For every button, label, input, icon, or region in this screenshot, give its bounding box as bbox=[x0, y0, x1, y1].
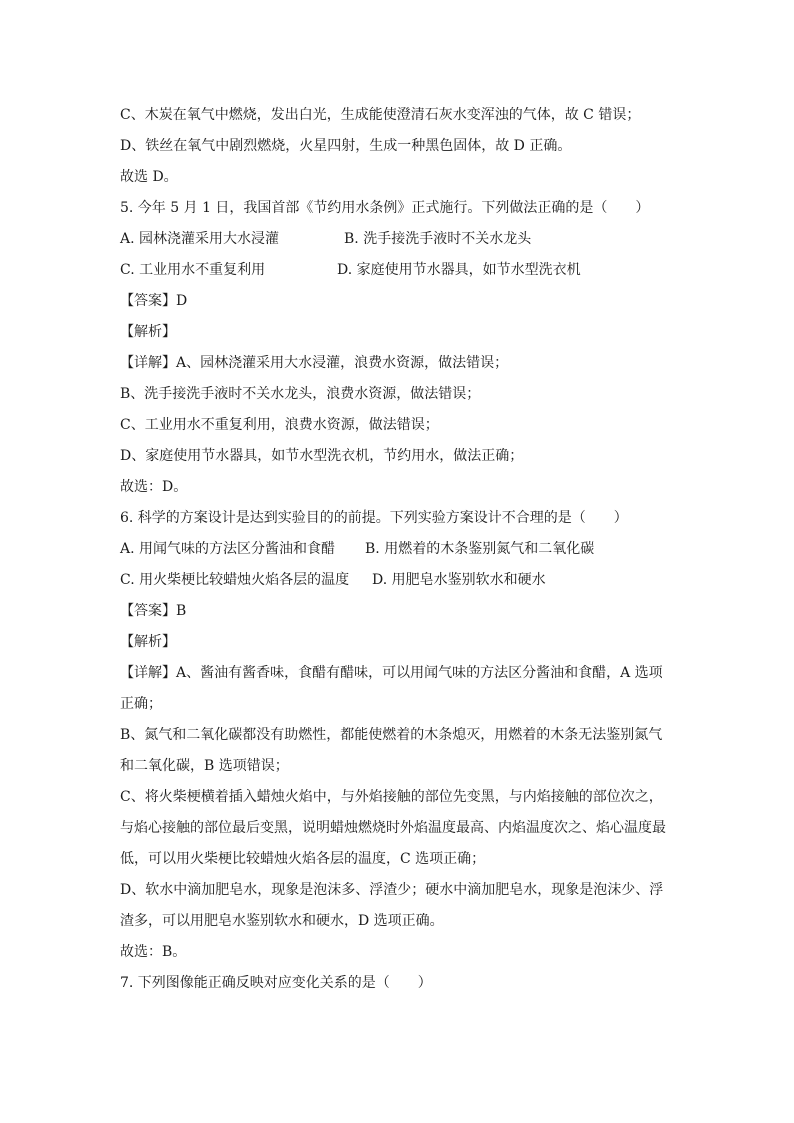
q6-options-row-1 bbox=[120, 534, 680, 565]
q6-choose: 故选：B。 bbox=[120, 944, 187, 960]
q6-option-c: C. 用火柴梗比较蜡烛火焰各层的温度 bbox=[120, 572, 350, 588]
q6-detail-c-line-3: 低，可以用火柴梗比较蜡烛火焰各层的温度，C 选项正确； bbox=[120, 851, 486, 867]
q5-analysis-label: 【解析】 bbox=[120, 324, 176, 340]
q4-option-d-explanation: D、铁丝在氧气中剧烈燃烧，火星四射，生成一种黑色固体，故 D 正确。 bbox=[120, 138, 572, 154]
q5-options-row-1 bbox=[120, 224, 680, 255]
q6-stem: 6. 科学的方案设计是达到实验目的的前提。下列实验方案设计不合理的是（ ） bbox=[120, 510, 628, 526]
q6-detail-c-line-1: C、将火柴梗横着插入蜡烛火焰中，与外焰接触的部位先变黑，与内焰接触的部位次之， bbox=[120, 789, 663, 805]
q4-choose: 故选 D。 bbox=[120, 169, 178, 185]
q5-detail-b: B、洗手接洗手液时不关水龙头，浪费水资源，做法错误； bbox=[120, 386, 481, 402]
q6-option-b: B. 用燃着的木条鉴别氮气和二氧化碳 bbox=[365, 541, 595, 557]
q6-options-row-2 bbox=[120, 565, 680, 596]
q6-analysis-label: 【解析】 bbox=[120, 634, 176, 650]
q5-option-a: A. 园林浇灌采用大水浸灌 bbox=[120, 231, 280, 247]
q7-stem: 7. 下列图像能正确反映对应变化关系的是（ ） bbox=[120, 975, 432, 991]
q6-detail-b-line-1: B、氮气和二氧化碳都没有助燃性，都能使燃着的木条熄灭，用燃着的木条无法鉴别氮气 bbox=[120, 727, 663, 743]
q5-option-c: C. 工业用水不重复利用 bbox=[120, 262, 266, 278]
document-page bbox=[120, 100, 680, 999]
q6-detail-a-line-2: 正确； bbox=[120, 696, 162, 712]
q5-option-d: D. 家庭使用节水器具，如节水型洗衣机 bbox=[337, 262, 581, 278]
q5-options-row-2 bbox=[120, 255, 680, 286]
q5-answer: 【答案】D bbox=[120, 293, 188, 309]
q6-option-a: A. 用闻气味的方法区分酱油和食醋 bbox=[120, 541, 336, 557]
q5-detail-c: C、工业用水不重复利用，浪费水资源，做法错误； bbox=[120, 417, 439, 433]
q4-option-c-explanation: C、木炭在氧气中燃烧，发出白光，生成能使澄清石灰水变浑浊的气体，故 C 错误； bbox=[120, 107, 641, 123]
q6-detail-d-line-2: 渣多，可以用肥皂水鉴别软水和硬水，D 选项正确。 bbox=[120, 913, 444, 929]
q5-stem: 5. 今年 5 月 1 日，我国首部《节约用水条例》正式施行。下列做法正确的是（ ） bbox=[120, 200, 650, 216]
q5-option-b: B. 洗手接洗手液时不关水龙头 bbox=[344, 231, 532, 247]
q6-detail-a-line-1: 【详解】A、酱油有酱香味，食醋有醋味，可以用闻气味的方法区分酱油和食醋，A 选项 bbox=[120, 665, 663, 681]
q6-detail-c-line-2: 与焰心接触的部位最后变黑，说明蜡烛燃烧时外焰温度最高、内焰温度次之、焰心温度最 bbox=[120, 820, 666, 836]
q5-choose: 故选：D。 bbox=[120, 479, 188, 495]
q5-detail-d: D、家庭使用节水器具，如节水型洗衣机，节约用水，做法正确； bbox=[120, 448, 524, 464]
q5-detail-a: 【详解】A、园林浇灌采用大水浸灌，浪费水资源，做法错误； bbox=[120, 355, 509, 371]
q6-detail-d-line-1: D、软水中滴加肥皂水，现象是泡沫多、浮渣少；硬水中滴加肥皂水，现象是泡沫少、浮 bbox=[120, 882, 664, 898]
q6-answer: 【答案】B bbox=[120, 603, 187, 619]
q6-detail-b-line-2: 和二氧化碳，B 选项错误； bbox=[120, 758, 289, 774]
q6-option-d: D. 用肥皂水鉴别软水和硬水 bbox=[372, 572, 546, 588]
